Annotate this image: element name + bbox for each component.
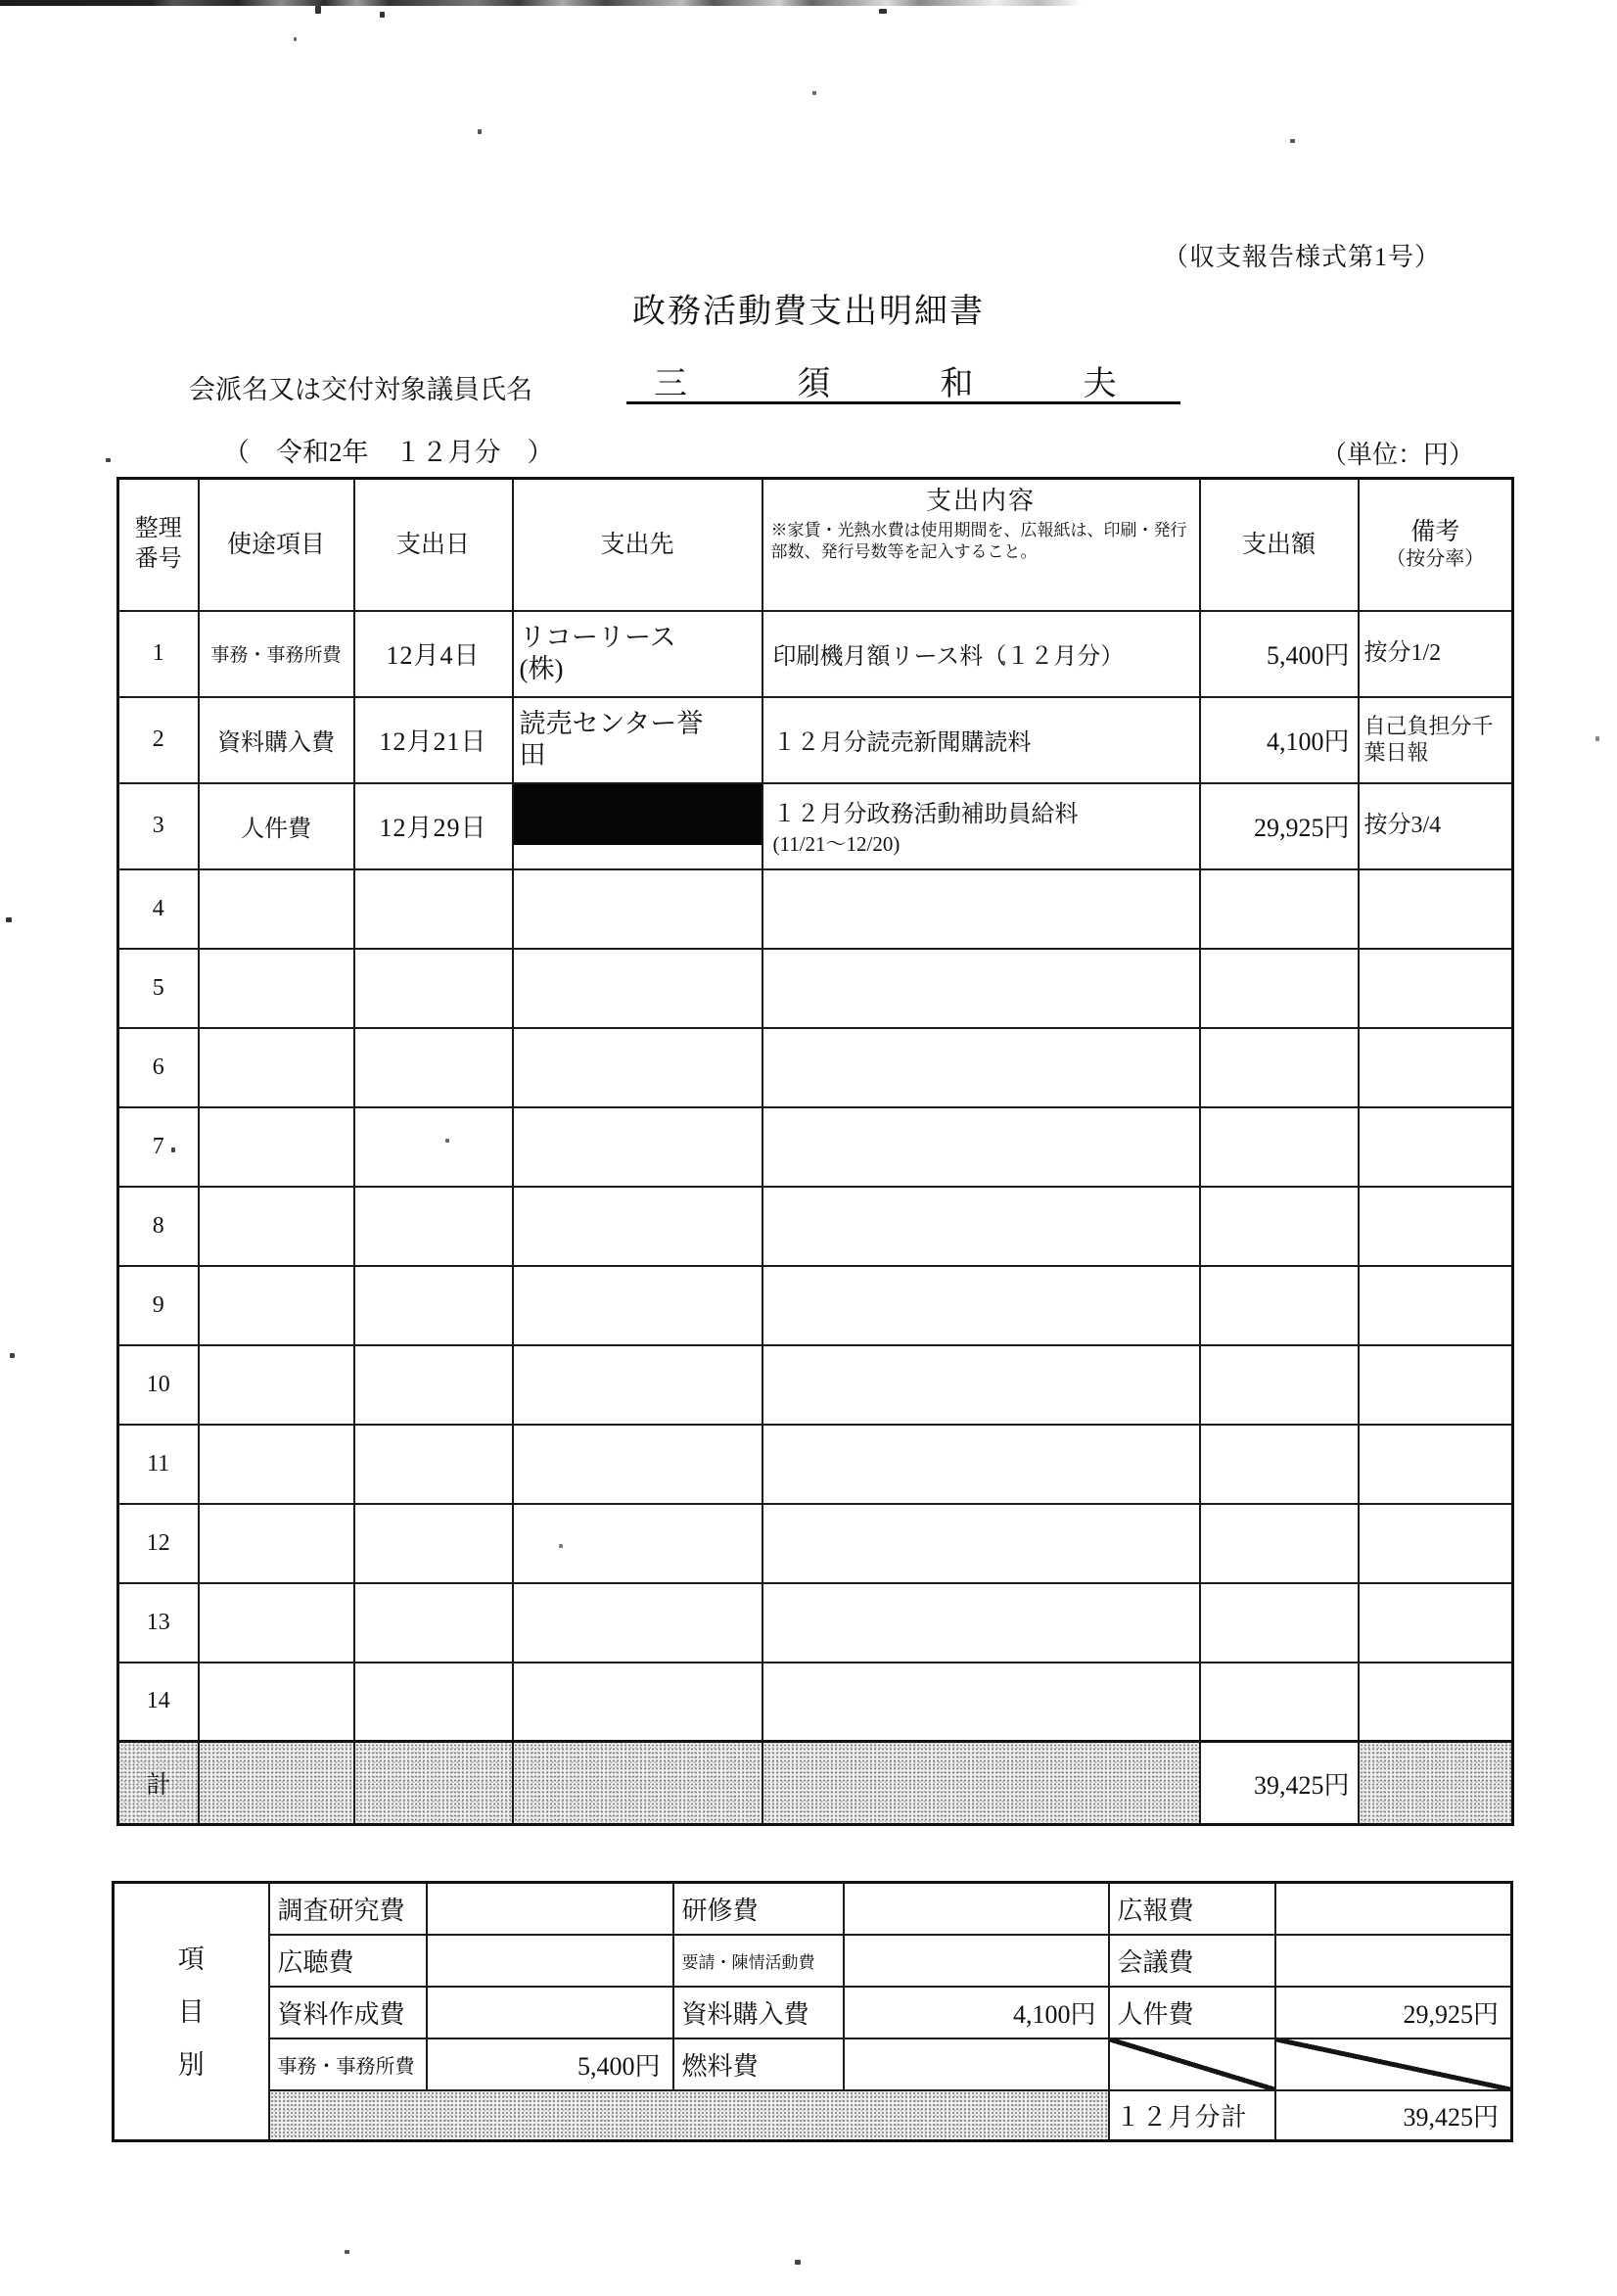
row-number: 9 bbox=[118, 1266, 199, 1345]
summary-value bbox=[1275, 1935, 1512, 1987]
table-row bbox=[118, 1266, 1513, 1345]
name-field-label: 会派名又は交付対象議員氏名 bbox=[189, 375, 532, 404]
summary-value bbox=[427, 1883, 673, 1935]
row-number: 11 bbox=[118, 1425, 199, 1504]
period-label: （ 令和2年 １２月分 ） bbox=[223, 438, 554, 467]
summary-total-label: １２月分計 bbox=[1109, 2090, 1275, 2141]
redaction-box bbox=[513, 783, 762, 845]
expense-table bbox=[116, 477, 1514, 1826]
summary-label: 広報費 bbox=[1109, 1883, 1275, 1935]
total-label: 計 bbox=[118, 1742, 199, 1825]
row-number: 13 bbox=[118, 1583, 199, 1663]
amount-cell: 29,925円 bbox=[1200, 783, 1359, 869]
scan-speck bbox=[6, 917, 12, 922]
content-cell: 印刷機月額リース料（１２月分） bbox=[762, 611, 1200, 697]
summary-side-label: 項目別 bbox=[114, 1883, 269, 2141]
scan-edge-artifact bbox=[0, 0, 1082, 6]
table-row bbox=[118, 1187, 1513, 1266]
date-cell: 12月4日 bbox=[354, 611, 513, 697]
summary-label: 会議費 bbox=[1109, 1935, 1275, 1987]
summary-value bbox=[1275, 1883, 1512, 1935]
header-amount: 支出額 bbox=[1200, 479, 1359, 611]
category-summary-table bbox=[112, 1881, 1513, 2142]
table-row bbox=[118, 869, 1513, 949]
summary-value: 5,400円 bbox=[427, 2038, 673, 2090]
summary-total-value: 39,425円 bbox=[1275, 2090, 1512, 2141]
summary-label: 事務・事務所費 bbox=[269, 2038, 427, 2090]
date-cell: 12月29日 bbox=[354, 783, 513, 869]
crossed-out-cell bbox=[1275, 2038, 1512, 2090]
page-title: 政務活動費支出明細書 bbox=[632, 294, 985, 330]
remarks-cell: 按分1/2 bbox=[1359, 611, 1513, 697]
table-row bbox=[118, 697, 1513, 783]
scan-speck bbox=[294, 37, 297, 41]
row-number: 5 bbox=[118, 949, 199, 1028]
scan-speck bbox=[10, 1353, 15, 1358]
remarks-cell: 按分3/4 bbox=[1359, 783, 1513, 869]
scan-speck bbox=[106, 458, 111, 462]
summary-label: 資料作成費 bbox=[269, 1987, 427, 2038]
scan-speck bbox=[1595, 736, 1599, 741]
category-cell: 事務・事務所費 bbox=[199, 611, 354, 697]
content-cell: １２月分政務活動補助員給料 (11/21～12/20) bbox=[762, 783, 1200, 869]
member-name: 三須和夫 bbox=[654, 366, 1226, 402]
row-number: 6 bbox=[118, 1028, 199, 1107]
category-cell: 人件費 bbox=[199, 783, 354, 869]
summary-label: 燃料費 bbox=[673, 2038, 844, 2090]
table-row bbox=[118, 611, 1513, 697]
scan-speck bbox=[812, 91, 816, 95]
table-row bbox=[118, 1663, 1513, 1742]
table-row bbox=[118, 949, 1513, 1028]
payee-cell: リコーリース (株) bbox=[513, 611, 762, 697]
summary-label: 資料購入費 bbox=[673, 1987, 844, 2038]
scan-speck bbox=[315, 6, 321, 14]
header-category: 使途項目 bbox=[199, 479, 354, 611]
summary-value: 29,925円 bbox=[1275, 1987, 1512, 2038]
row-number: 7 bbox=[118, 1107, 199, 1187]
table-row bbox=[118, 1028, 1513, 1107]
name-underline bbox=[626, 352, 1226, 404]
header-content-note: ※家賃・光熱水費は使用期間を、広報紙は、印刷・発行部数、発行号数等を記入すること。 bbox=[770, 520, 1187, 561]
scan-speck bbox=[345, 2250, 349, 2254]
header-date: 支出日 bbox=[354, 479, 513, 611]
total-row bbox=[118, 1742, 1513, 1825]
row-number: 14 bbox=[118, 1663, 199, 1742]
row-number: 12 bbox=[118, 1504, 199, 1583]
header-content-title: 支出内容 bbox=[925, 487, 1036, 515]
summary-value bbox=[427, 1987, 673, 2038]
row-number: 10 bbox=[118, 1345, 199, 1425]
date-cell: 12月21日 bbox=[354, 697, 513, 783]
summary-value bbox=[844, 2038, 1109, 2090]
row-number: 4 bbox=[118, 869, 199, 949]
summary-label: 要請・陳情活動費 bbox=[673, 1935, 844, 1987]
summary-row bbox=[114, 1883, 1512, 1935]
table-row bbox=[118, 1425, 1513, 1504]
table-row bbox=[118, 1504, 1513, 1583]
summary-row bbox=[114, 1935, 1512, 1987]
summary-value bbox=[844, 1883, 1109, 1935]
scan-speck bbox=[879, 9, 887, 14]
amount-cell: 4,100円 bbox=[1200, 697, 1359, 783]
summary-value: 4,100円 bbox=[844, 1987, 1109, 2038]
scan-speck bbox=[1290, 139, 1295, 143]
expense-table-header-row bbox=[118, 479, 1513, 611]
shaded-filler-cell bbox=[269, 2090, 1109, 2141]
payee-cell-redacted bbox=[513, 783, 762, 869]
unit-label: （単位：円） bbox=[1321, 441, 1475, 469]
summary-label: 人件費 bbox=[1109, 1987, 1275, 2038]
total-amount: 39,425円 bbox=[1200, 1742, 1359, 1825]
remarks-cell: 自己負担分千葉日報 bbox=[1359, 697, 1513, 783]
row-number: 8 bbox=[118, 1187, 199, 1266]
header-remarks: 備考 （按分率） bbox=[1359, 479, 1513, 611]
summary-row bbox=[114, 2038, 1512, 2090]
content-cell: １２月分読売新聞購読料 bbox=[762, 697, 1200, 783]
row-number: 1 bbox=[118, 611, 199, 697]
header-no: 整理番号 bbox=[118, 479, 199, 611]
table-row bbox=[118, 1345, 1513, 1425]
form-number: （収支報告様式第1号） bbox=[1163, 243, 1442, 271]
summary-label: 調査研究費 bbox=[269, 1883, 427, 1935]
category-cell: 資料購入費 bbox=[199, 697, 354, 783]
table-row bbox=[118, 1107, 1513, 1187]
summary-total-row bbox=[114, 2090, 1512, 2141]
table-row bbox=[118, 783, 1513, 869]
row-number: 3 bbox=[118, 783, 199, 869]
table-row bbox=[118, 1583, 1513, 1663]
payee-cell: 読売センター誉 田 bbox=[513, 697, 762, 783]
header-content bbox=[762, 479, 1200, 611]
row-number: 2 bbox=[118, 697, 199, 783]
scan-speck bbox=[380, 12, 385, 18]
summary-row bbox=[114, 1987, 1512, 2038]
summary-label: 広聴費 bbox=[269, 1935, 427, 1987]
summary-value bbox=[427, 1935, 673, 1987]
summary-label: 研修費 bbox=[673, 1883, 844, 1935]
scan-speck bbox=[478, 129, 482, 134]
header-payee: 支出先 bbox=[513, 479, 762, 611]
summary-value bbox=[844, 1935, 1109, 1987]
scan-speck bbox=[795, 2260, 801, 2265]
crossed-out-cell bbox=[1109, 2038, 1275, 2090]
amount-cell: 5,400円 bbox=[1200, 611, 1359, 697]
